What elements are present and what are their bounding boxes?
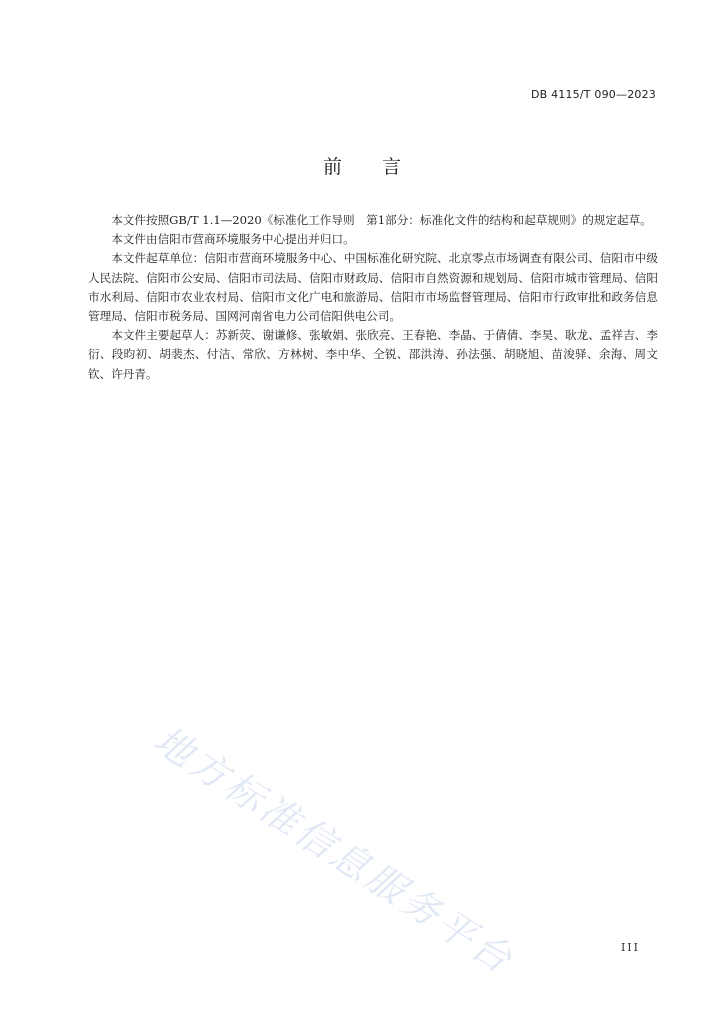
page-title: 前言 bbox=[322, 156, 441, 178]
paragraph-drafting-rules: 本文件按照GB/T 1.1—2020《标准化工作导则 第1部分：标准化文件的结构和起草规则》的规定起草。 bbox=[111, 213, 652, 227]
foreword-body bbox=[88, 211, 658, 384]
watermark: 地方标准信息服务平台 bbox=[146, 717, 523, 984]
paragraph-proposer: 本文件由信阳市营商环境服务中心提出并归口。 bbox=[111, 232, 355, 247]
paragraph-drafting-units: 本文件起草单位：信阳市营商环境服务中心、中国标准化研究院、北京零点市场调查有限公司、信阳市中级人民法院、信阳市公安局、信阳市司法局、信阳市财政局、信阳市自然资源和规划局、信阳市城市管理局、信阳市水利局、信阳市农业农村局、信阳市文化广电和旅游局、信阳市市场监督管理局、信阳市行政审批和政务信息管理局、信阳市税务局、国网河南省电力公司信阳供电公司。 bbox=[88, 251, 658, 324]
document-code: DB 4115/T 090—2023 bbox=[530, 88, 656, 101]
paragraph-drafters: 本文件主要起草人：苏新荧、谢谦修、张敏娟、张欣亮、王春艳、李晶、于倩倩、李昊、耿龙、孟祥吉、李衍、段昀初、胡裴杰、付洁、常欣、方林树、李中华、仝锐、邵洪涛、孙法强、胡晓旭、苗浚驿、余海、周文钦、许丹青。 bbox=[88, 328, 658, 381]
page-number: III bbox=[620, 941, 640, 954]
